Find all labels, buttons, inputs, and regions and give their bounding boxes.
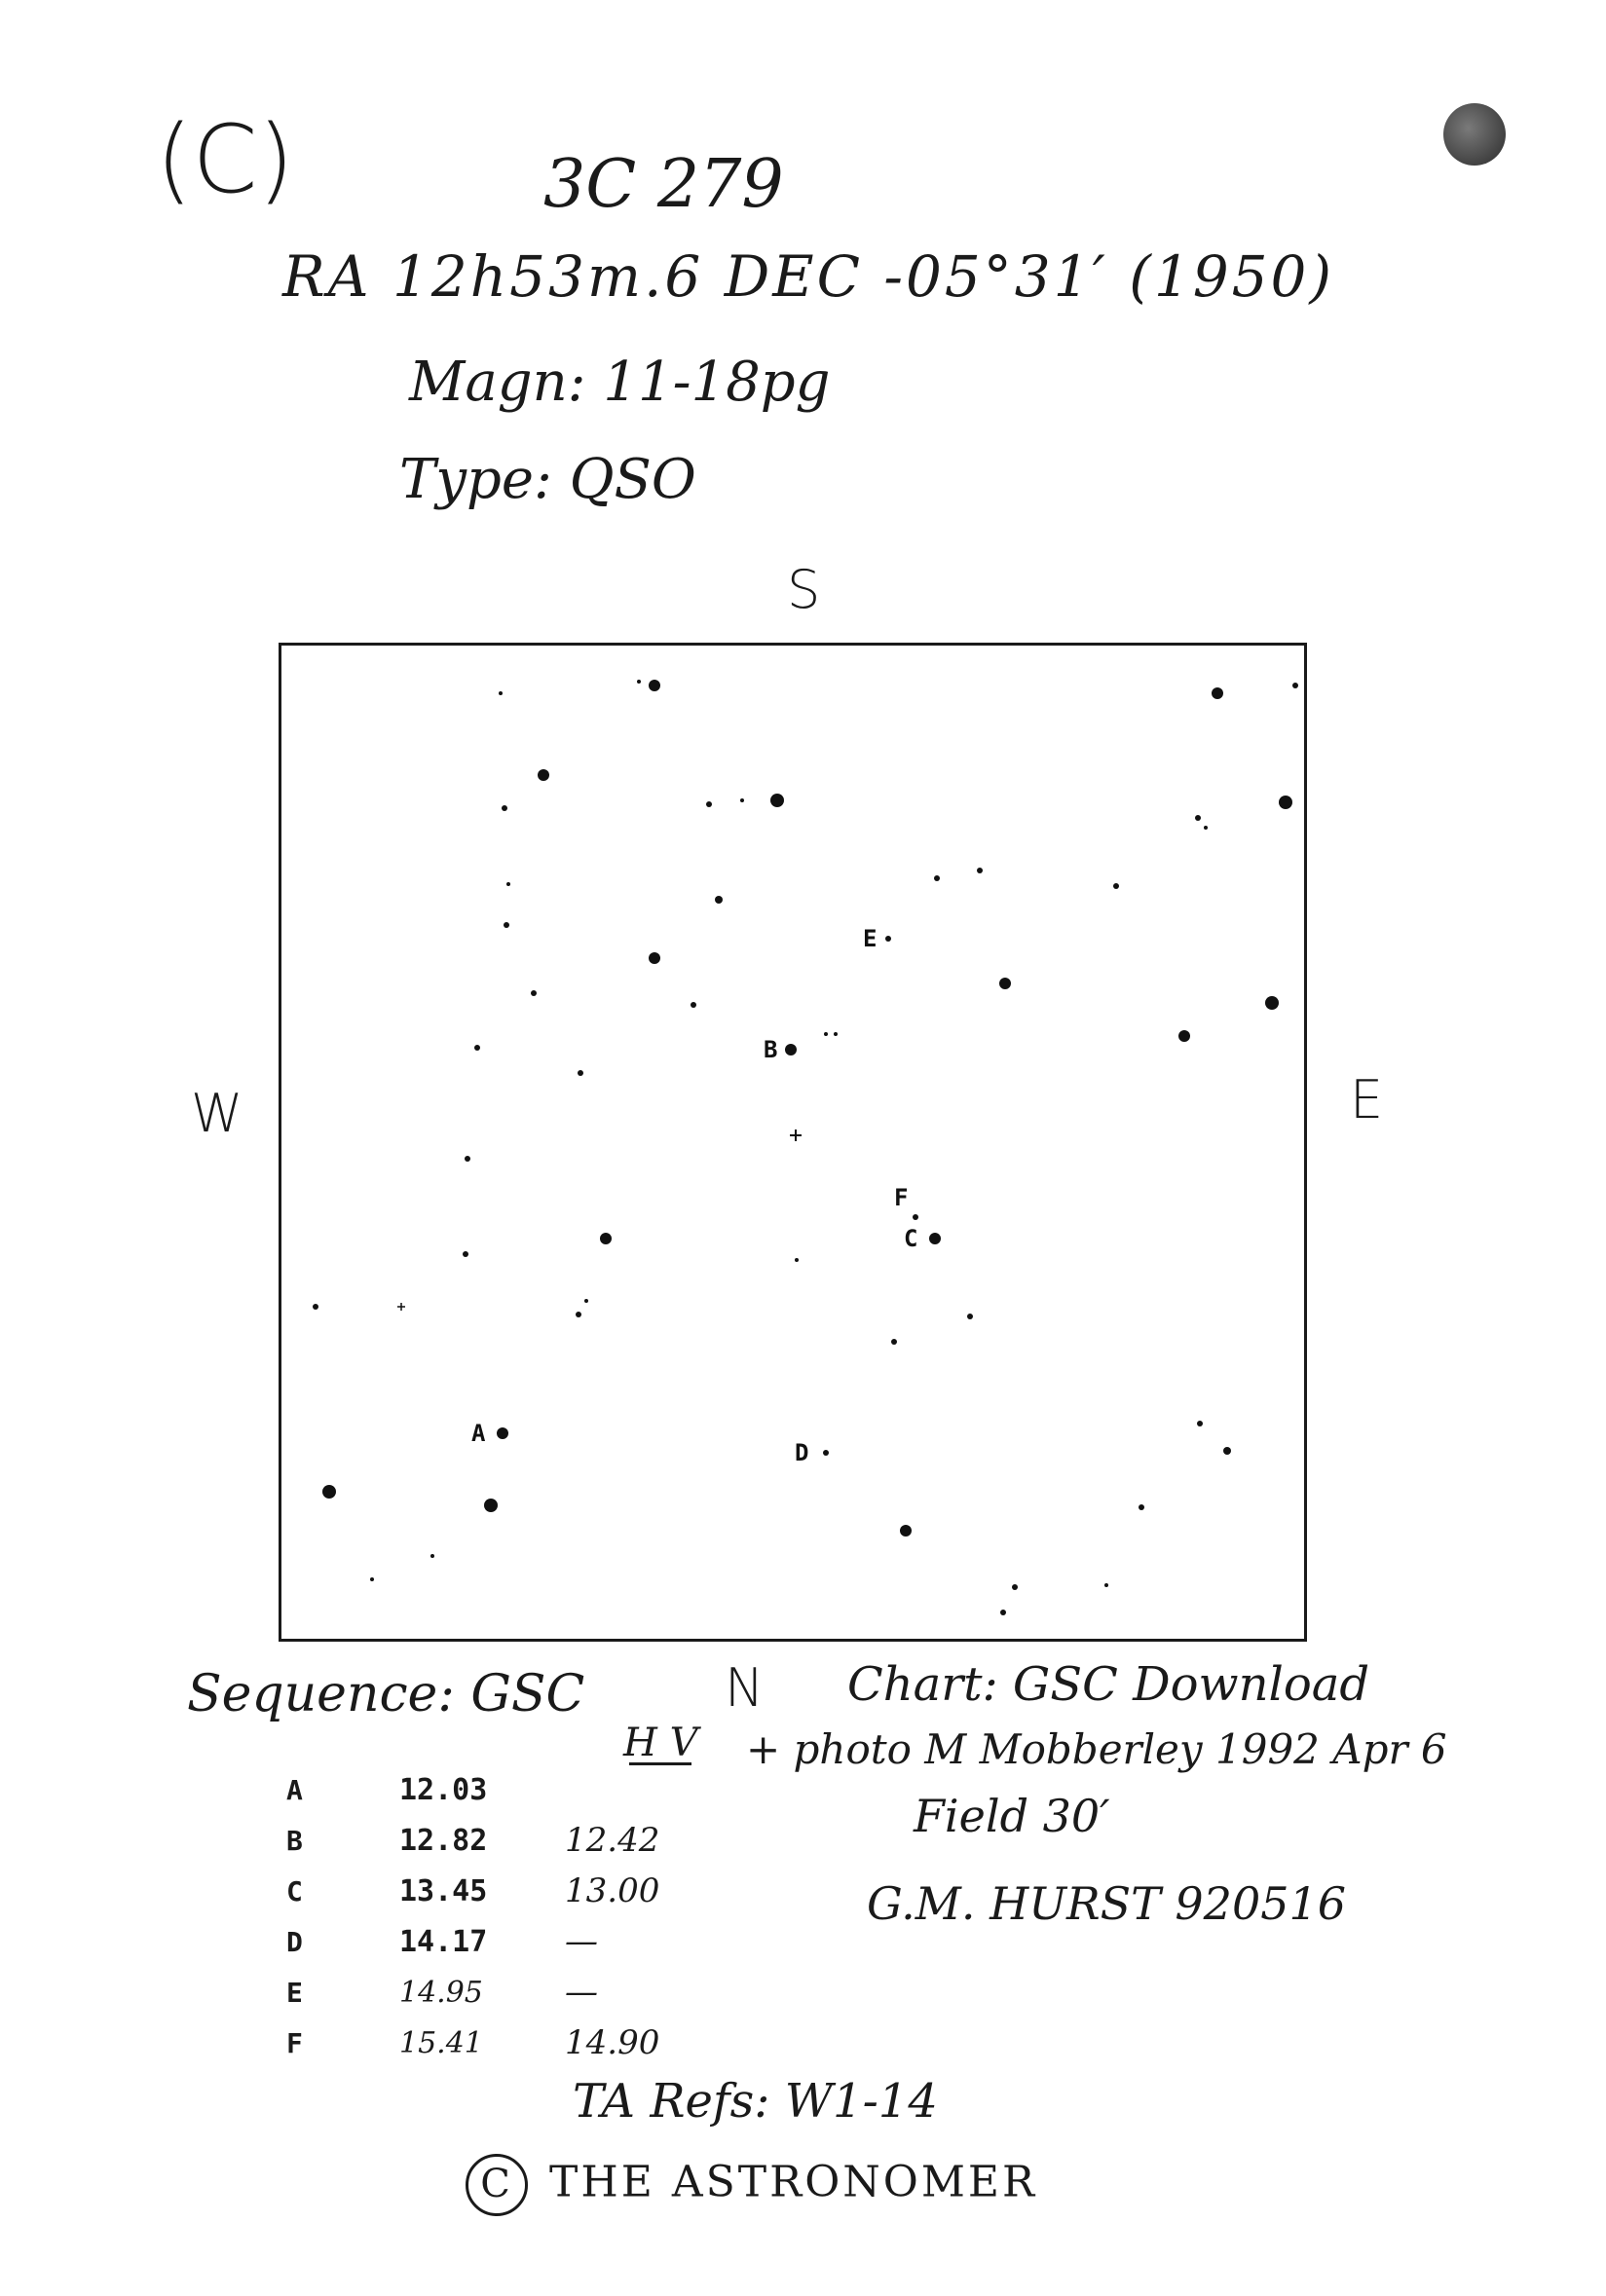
star	[463, 1251, 468, 1257]
star	[824, 1032, 828, 1036]
star-label-E: E	[863, 925, 878, 952]
column-header-text: H V	[623, 1721, 698, 1765]
v-mag: 12.82	[399, 1823, 488, 1858]
star	[1279, 796, 1292, 809]
star	[584, 1299, 588, 1303]
star	[1223, 1447, 1231, 1455]
magnitude-range: Magn: 11-18pg	[409, 351, 831, 414]
star	[649, 952, 660, 964]
v-mag: 14.95	[399, 1975, 483, 2010]
row-label: F	[286, 2026, 303, 2059]
star	[1104, 1583, 1108, 1587]
sequence-table	[286, 1764, 711, 2068]
star	[1204, 826, 1208, 830]
star	[999, 978, 1011, 989]
comparison-star-A	[497, 1427, 508, 1439]
observer-signature: G.M. HURST 920516	[867, 1877, 1347, 1930]
column-header	[623, 1723, 697, 1765]
object-type: Type: QSO	[399, 448, 696, 511]
h-mag: 14.90	[565, 2023, 660, 2062]
star	[430, 1554, 434, 1558]
copyright	[466, 2154, 1037, 2216]
field-size: Field 30′	[914, 1790, 1110, 1842]
minor-markers	[397, 1303, 405, 1311]
star	[313, 1304, 318, 1310]
star-label-A: A	[471, 1420, 486, 1447]
chart-credit: Chart: GSC Download	[847, 1657, 1370, 1712]
copyright-text: THE ASTRONOMER	[549, 2157, 1038, 2207]
row-label: D	[286, 1925, 303, 1958]
star	[1265, 996, 1279, 1010]
star	[967, 1314, 973, 1319]
star	[502, 805, 507, 811]
sequence-source: Sequence: GSC	[187, 1665, 585, 1723]
coordinates: RA 12h53m.6 DEC -05°31′ (1950)	[282, 243, 1335, 310]
direction-west: W	[191, 1083, 243, 1144]
star	[691, 1002, 696, 1008]
direction-south: S	[787, 559, 821, 620]
table-row	[286, 1967, 711, 2018]
references: TA Refs: W1-14	[573, 2074, 938, 2129]
comparison-star-C	[929, 1233, 941, 1244]
comparison-stars	[497, 936, 941, 1456]
star	[370, 1577, 374, 1581]
photo-credit: + photo M Mobberley 1992 Apr 6	[746, 1725, 1447, 1773]
star-label-C: C	[904, 1225, 918, 1252]
star	[531, 990, 537, 996]
star	[1113, 883, 1119, 889]
star	[934, 875, 940, 881]
h-mag: —	[565, 1973, 598, 2012]
star	[538, 769, 549, 781]
star	[795, 1258, 799, 1262]
star	[600, 1233, 612, 1244]
star	[474, 1045, 480, 1051]
quasar-marker	[790, 1129, 802, 1141]
star	[322, 1485, 336, 1499]
table-row	[286, 1916, 711, 1967]
star	[1139, 1504, 1144, 1510]
star	[740, 798, 744, 802]
comparison-star-F	[913, 1214, 918, 1220]
direction-north: N	[725, 1657, 765, 1719]
star	[977, 868, 983, 873]
object-name: 3C 279	[543, 146, 784, 223]
star	[715, 896, 723, 904]
table-row	[286, 1866, 711, 1916]
table-row	[286, 2018, 711, 2068]
star	[770, 794, 784, 807]
star	[499, 691, 503, 695]
star	[1197, 1421, 1203, 1426]
v-mag: 15.41	[399, 2025, 483, 2060]
copyright-symbol: C	[466, 2154, 528, 2216]
star	[706, 801, 712, 807]
row-label: E	[286, 1976, 303, 2009]
star	[1178, 1030, 1190, 1042]
h-mag: 12.42	[565, 1821, 660, 1860]
star-chart	[279, 643, 1307, 1642]
field-stars	[313, 680, 1298, 1615]
direction-east: E	[1350, 1069, 1384, 1130]
v-mag: 14.17	[399, 1924, 488, 1959]
h-mag: 13.00	[565, 1871, 660, 1910]
v-mag: 12.03	[399, 1772, 488, 1807]
star-label-F: F	[894, 1184, 909, 1211]
star	[1012, 1584, 1018, 1590]
star	[1292, 683, 1298, 688]
star	[1212, 687, 1223, 699]
star	[1000, 1610, 1006, 1615]
row-label: C	[286, 1874, 303, 1907]
row-label: A	[286, 1773, 303, 1806]
corner-mark: (C)	[156, 105, 294, 214]
star	[504, 922, 509, 928]
star	[1195, 815, 1201, 821]
star-label-B: B	[764, 1036, 778, 1063]
table-row	[286, 1815, 711, 1866]
star	[576, 1312, 581, 1317]
chart-frame	[280, 645, 1306, 1641]
star-label-D: D	[795, 1439, 809, 1466]
comparison-star-D	[823, 1450, 829, 1456]
table-row	[286, 1764, 711, 1815]
star	[506, 882, 510, 886]
h-mag: —	[565, 1922, 598, 1961]
v-mag: 13.45	[399, 1873, 488, 1908]
h-mag	[565, 1764, 711, 1815]
star	[900, 1525, 912, 1537]
star	[484, 1499, 498, 1512]
star	[465, 1156, 470, 1162]
row-label: B	[286, 1824, 303, 1857]
star	[637, 680, 641, 684]
punch-hole	[1443, 103, 1506, 166]
star	[891, 1339, 897, 1345]
star	[649, 680, 660, 691]
star	[578, 1070, 583, 1076]
comparison-star-B	[785, 1044, 797, 1055]
star	[834, 1032, 838, 1036]
comparison-star-E	[885, 936, 891, 942]
